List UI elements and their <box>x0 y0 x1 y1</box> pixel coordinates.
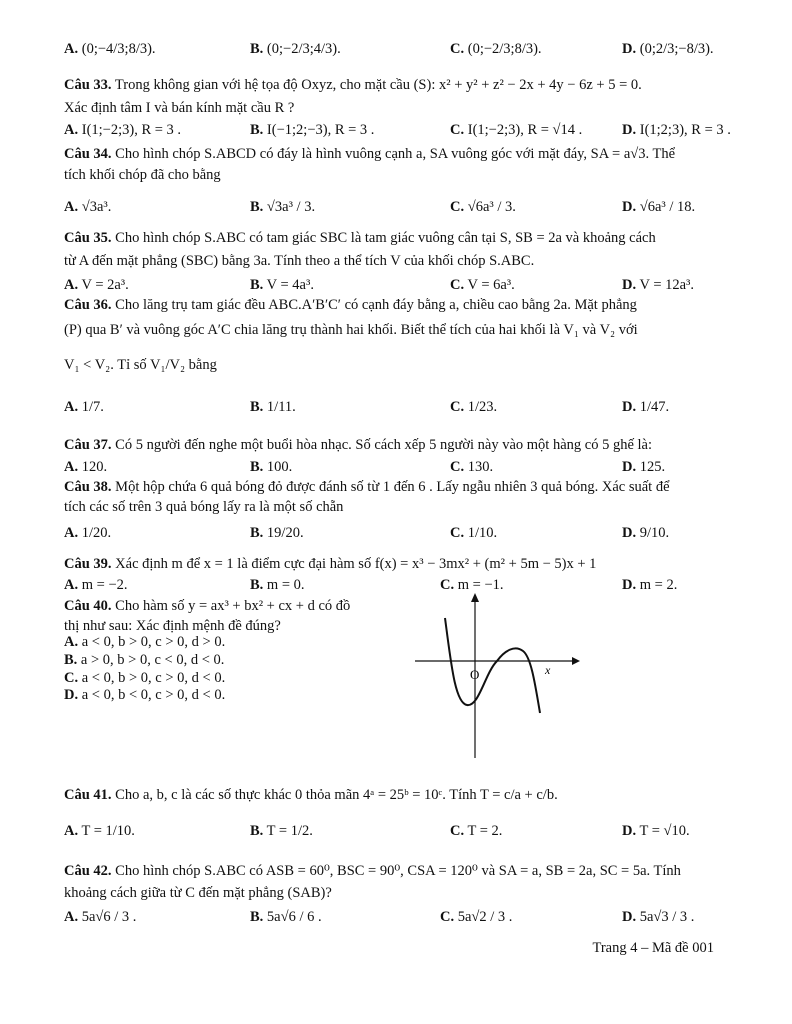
option-text: 120. <box>81 459 108 475</box>
option-label: B. <box>250 459 264 475</box>
option-text: (0;−2/3;8/3). <box>467 41 542 57</box>
option-label: B. <box>250 41 264 57</box>
answer-option <box>64 651 224 669</box>
option-label: A. <box>64 634 79 650</box>
answer-option <box>622 524 669 542</box>
option-label: A. <box>64 525 79 541</box>
option-text: 125. <box>639 459 666 475</box>
line-text: Trong không gian với hệ tọa độ Oxyz, cho mặt cầu (S): x² + y² + z² − 2x + 4y − 6z + 5 = 0. <box>111 77 642 93</box>
question-number: Câu 37. <box>64 437 112 453</box>
option-text: 9/10. <box>639 525 670 541</box>
option-label: D. <box>622 277 637 293</box>
question-number: Câu 34. <box>64 146 112 162</box>
option-text: I(1;−2;3), R = √14 . <box>467 122 583 138</box>
option-label: A. <box>64 577 79 593</box>
option-label: B. <box>250 577 264 593</box>
text-line <box>64 884 332 902</box>
answer-option <box>64 576 128 594</box>
option-label: C. <box>450 823 465 839</box>
line-text: Xác định m để x = 1 là điểm cực đại hàm số f(x) = x³ − 3mx² + (m² + 5m − 5)x + 1 <box>111 556 597 572</box>
option-text: 100. <box>266 459 293 475</box>
answer-option <box>250 908 322 926</box>
y-axis-arrow <box>471 593 479 602</box>
answer-option <box>450 398 497 416</box>
answer-option <box>622 40 714 58</box>
line-text: Cho a, b, c là các số thực khác 0 thỏa mãn 4ᵃ = 25ᵇ = 10ᶜ. Tính T = c/a + c/b. <box>111 787 558 803</box>
answer-option <box>64 398 104 416</box>
option-text: 5a√6 / 3 . <box>81 909 137 925</box>
answer-option <box>450 198 516 216</box>
line-text: a < 0, b > 0, c > 0, d < 0. <box>81 670 226 686</box>
question-number: Câu 41. <box>64 787 112 803</box>
answer-option <box>250 40 341 58</box>
option-text: 1/23. <box>467 399 498 415</box>
line-text: Cho hình chóp S.ABC có tam giác SBC là tam giác vuông cân tại S, SB = 2a và khoảng cách <box>111 230 656 246</box>
line-text: Cho hình chóp S.ABC có ASB = 60⁰, BSC = 90⁰, CSA = 120⁰ và SA = a, SB = 2a, SC = 5a. Tính <box>111 863 681 879</box>
question-line <box>64 862 681 880</box>
line-text: Một hộp chứa 6 quả bóng đỏ được đánh số từ 1 đến 6 . Lấy ngẫu nhiên 3 quả bóng. Xác suất để <box>111 479 670 495</box>
question-number: Câu 36. <box>64 297 112 313</box>
option-label: D. <box>622 399 637 415</box>
option-label: A. <box>64 399 79 415</box>
option-label: B. <box>250 199 264 215</box>
option-text: m = 2. <box>639 577 678 593</box>
option-label: C. <box>450 399 465 415</box>
option-text: (0;2/3;−8/3). <box>639 41 714 57</box>
line-text: Cho lăng trụ tam giác đều ABC.A′B′C′ có cạnh đáy bằng a, chiều cao bằng 2a. Mặt phẳng <box>111 297 637 313</box>
answer-option <box>450 276 515 294</box>
answer-option <box>250 398 296 416</box>
answer-option <box>64 686 225 704</box>
answer-option <box>440 908 512 926</box>
option-text: 1/7. <box>81 399 104 415</box>
text-line <box>64 166 221 184</box>
option-text: (0;−4/3;8/3). <box>81 41 156 57</box>
option-text: (0;−2/3;4/3). <box>266 41 341 57</box>
option-label: D. <box>622 459 637 475</box>
answer-option <box>622 276 694 294</box>
option-label: D. <box>622 199 637 215</box>
option-label: C. <box>450 41 465 57</box>
option-label: A. <box>64 41 79 57</box>
option-label: A. <box>64 459 79 475</box>
option-text: m = −1. <box>457 577 504 593</box>
question-number: Câu 33. <box>64 77 112 93</box>
option-text: 5a√2 / 3 . <box>457 909 513 925</box>
option-label: B. <box>250 399 264 415</box>
line-text: Cho hình chóp S.ABCD có đáy là hình vuông cạnh a, SA vuông góc với mặt đáy, SA = a√3. Thể <box>111 146 676 162</box>
line-text: tích các số trên 3 quả bóng lấy ra là một số chẵn <box>64 499 344 515</box>
option-text: I(1;−2;3), R = 3 . <box>81 122 182 138</box>
x-axis-arrow <box>572 657 580 665</box>
answer-option <box>450 524 497 542</box>
option-label: D. <box>622 909 637 925</box>
answer-option <box>250 524 304 542</box>
question-line <box>64 478 670 496</box>
line-text: V₁ < V₂. Tỉ số V₁/V₂ bằng <box>64 357 217 373</box>
option-label: B. <box>250 122 264 138</box>
x-axis-label: x <box>545 663 551 677</box>
answer-option <box>450 458 493 476</box>
option-label: A. <box>64 909 79 925</box>
option-label: A. <box>64 122 79 138</box>
option-text: m = 0. <box>266 577 305 593</box>
option-label: A. <box>64 199 79 215</box>
option-text: V = 6a³. <box>467 277 515 293</box>
option-text: T = 1/10. <box>81 823 135 839</box>
option-label: D. <box>622 823 637 839</box>
option-text: √3a³. <box>81 199 112 215</box>
text-line <box>64 498 343 516</box>
answer-option <box>64 458 107 476</box>
answer-option <box>64 121 181 139</box>
option-label: D. <box>622 41 637 57</box>
answer-option <box>64 40 156 58</box>
option-text: 5a√3 / 3 . <box>639 909 695 925</box>
question-line <box>64 436 652 454</box>
line-text: Có 5 người đến nghe một buổi hòa nhạc. Số cách xếp 5 người này vào một hàng có 5 ghế là: <box>111 437 653 453</box>
line-text: a > 0, b > 0, c < 0, d < 0. <box>80 652 225 668</box>
option-label: C. <box>440 909 455 925</box>
option-text: V = 2a³. <box>81 277 129 293</box>
option-label: C. <box>450 525 465 541</box>
option-label: D. <box>622 525 637 541</box>
answer-option <box>450 40 542 58</box>
option-text: 1/47. <box>639 399 670 415</box>
line-text: từ A đến mặt phẳng (SBC) bằng 3a. Tính theo a thể tích V của khối chóp S.ABC. <box>64 253 535 269</box>
line-text: Cho hàm số y = ax³ + bx² + cx + d có đồ <box>111 598 351 614</box>
question-number: Câu 38. <box>64 479 112 495</box>
answer-option <box>450 121 582 139</box>
option-text: m = −2. <box>81 577 128 593</box>
option-label: D. <box>622 122 637 138</box>
option-text: √6a³ / 18. <box>639 199 696 215</box>
text-line <box>64 99 294 117</box>
option-label: C. <box>64 670 79 686</box>
option-text: 19/20. <box>266 525 304 541</box>
option-text: 1/20. <box>81 525 112 541</box>
answer-option <box>64 276 129 294</box>
option-text: T = 2. <box>467 823 503 839</box>
option-text: 1/10. <box>467 525 498 541</box>
question-number: Câu 42. <box>64 863 112 879</box>
cubic-curve <box>445 618 540 713</box>
question-line <box>64 597 350 615</box>
option-label: D. <box>64 687 79 703</box>
answer-option <box>64 669 225 687</box>
answer-option <box>622 198 695 216</box>
option-text: I(1;2;3), R = 3 . <box>639 122 731 138</box>
page-footer: Trang 4 – Mã đề 001 <box>592 940 714 956</box>
option-text: √3a³ / 3. <box>266 199 316 215</box>
line-text: khoảng cách giữa từ C đến mặt phẳng (SAB)? <box>64 885 332 901</box>
answer-option <box>622 121 731 139</box>
answer-option <box>622 576 677 594</box>
option-label: B. <box>64 652 78 668</box>
option-label: A. <box>64 277 79 293</box>
answer-option <box>64 198 111 216</box>
text-line <box>64 252 534 270</box>
answer-option <box>250 576 305 594</box>
cubic-graph <box>415 593 580 758</box>
option-text: V = 4a³. <box>266 277 314 293</box>
answer-option <box>250 121 374 139</box>
answer-option <box>622 458 665 476</box>
option-label: C. <box>450 459 465 475</box>
option-text: 130. <box>467 459 494 475</box>
question-line <box>64 145 675 163</box>
question-line <box>64 296 637 314</box>
answer-option <box>64 524 111 542</box>
answer-option <box>250 276 314 294</box>
question-number: Câu 40. <box>64 598 112 614</box>
line-text: a < 0, b < 0, c > 0, d < 0. <box>81 687 226 703</box>
option-text: 1/11. <box>266 399 296 415</box>
question-line <box>64 229 656 247</box>
answer-option <box>622 398 669 416</box>
option-label: B. <box>250 909 264 925</box>
text-line <box>64 356 217 374</box>
option-label: B. <box>250 277 264 293</box>
option-text: 5a√6 / 6 . <box>266 909 322 925</box>
option-label: B. <box>250 823 264 839</box>
option-label: C. <box>450 122 465 138</box>
option-text: T = √10. <box>639 823 690 839</box>
answer-option <box>622 822 690 840</box>
question-line <box>64 786 558 804</box>
text-line <box>64 321 638 339</box>
answer-option <box>64 633 225 651</box>
question-line <box>64 76 642 94</box>
answer-option <box>450 822 502 840</box>
line-text: (P) qua B′ và vuông góc A′C chia lăng trụ thành hai khối. Biết thể tích của hai khối là V₁ và V₂ với <box>64 322 638 338</box>
answer-option <box>250 458 292 476</box>
option-label: D. <box>622 577 637 593</box>
option-label: A. <box>64 823 79 839</box>
answer-option <box>64 822 135 840</box>
option-label: B. <box>250 525 264 541</box>
option-text: √6a³ / 3. <box>467 199 516 215</box>
origin-label: O <box>470 667 480 682</box>
option-label: C. <box>450 199 465 215</box>
question-line <box>64 555 596 573</box>
question-number: Câu 35. <box>64 230 112 246</box>
line-text: a < 0, b > 0, c > 0, d > 0. <box>81 634 226 650</box>
option-text: I(−1;2;−3), R = 3 . <box>266 122 375 138</box>
answer-option <box>440 576 504 594</box>
answer-option <box>64 908 136 926</box>
answer-option <box>250 822 313 840</box>
option-text: T = 1/2. <box>266 823 313 839</box>
line-text: tích khối chóp đã cho bằng <box>64 167 221 183</box>
answer-option <box>622 908 694 926</box>
line-text: Xác định tâm I và bán kính mặt cầu R ? <box>64 100 295 116</box>
option-text: V = 12a³. <box>639 277 695 293</box>
option-label: C. <box>440 577 455 593</box>
answer-option <box>250 198 315 216</box>
line-text: thị như sau: Xác định mệnh đề đúng? <box>64 618 281 634</box>
option-label: C. <box>450 277 465 293</box>
question-number: Câu 39. <box>64 556 112 572</box>
